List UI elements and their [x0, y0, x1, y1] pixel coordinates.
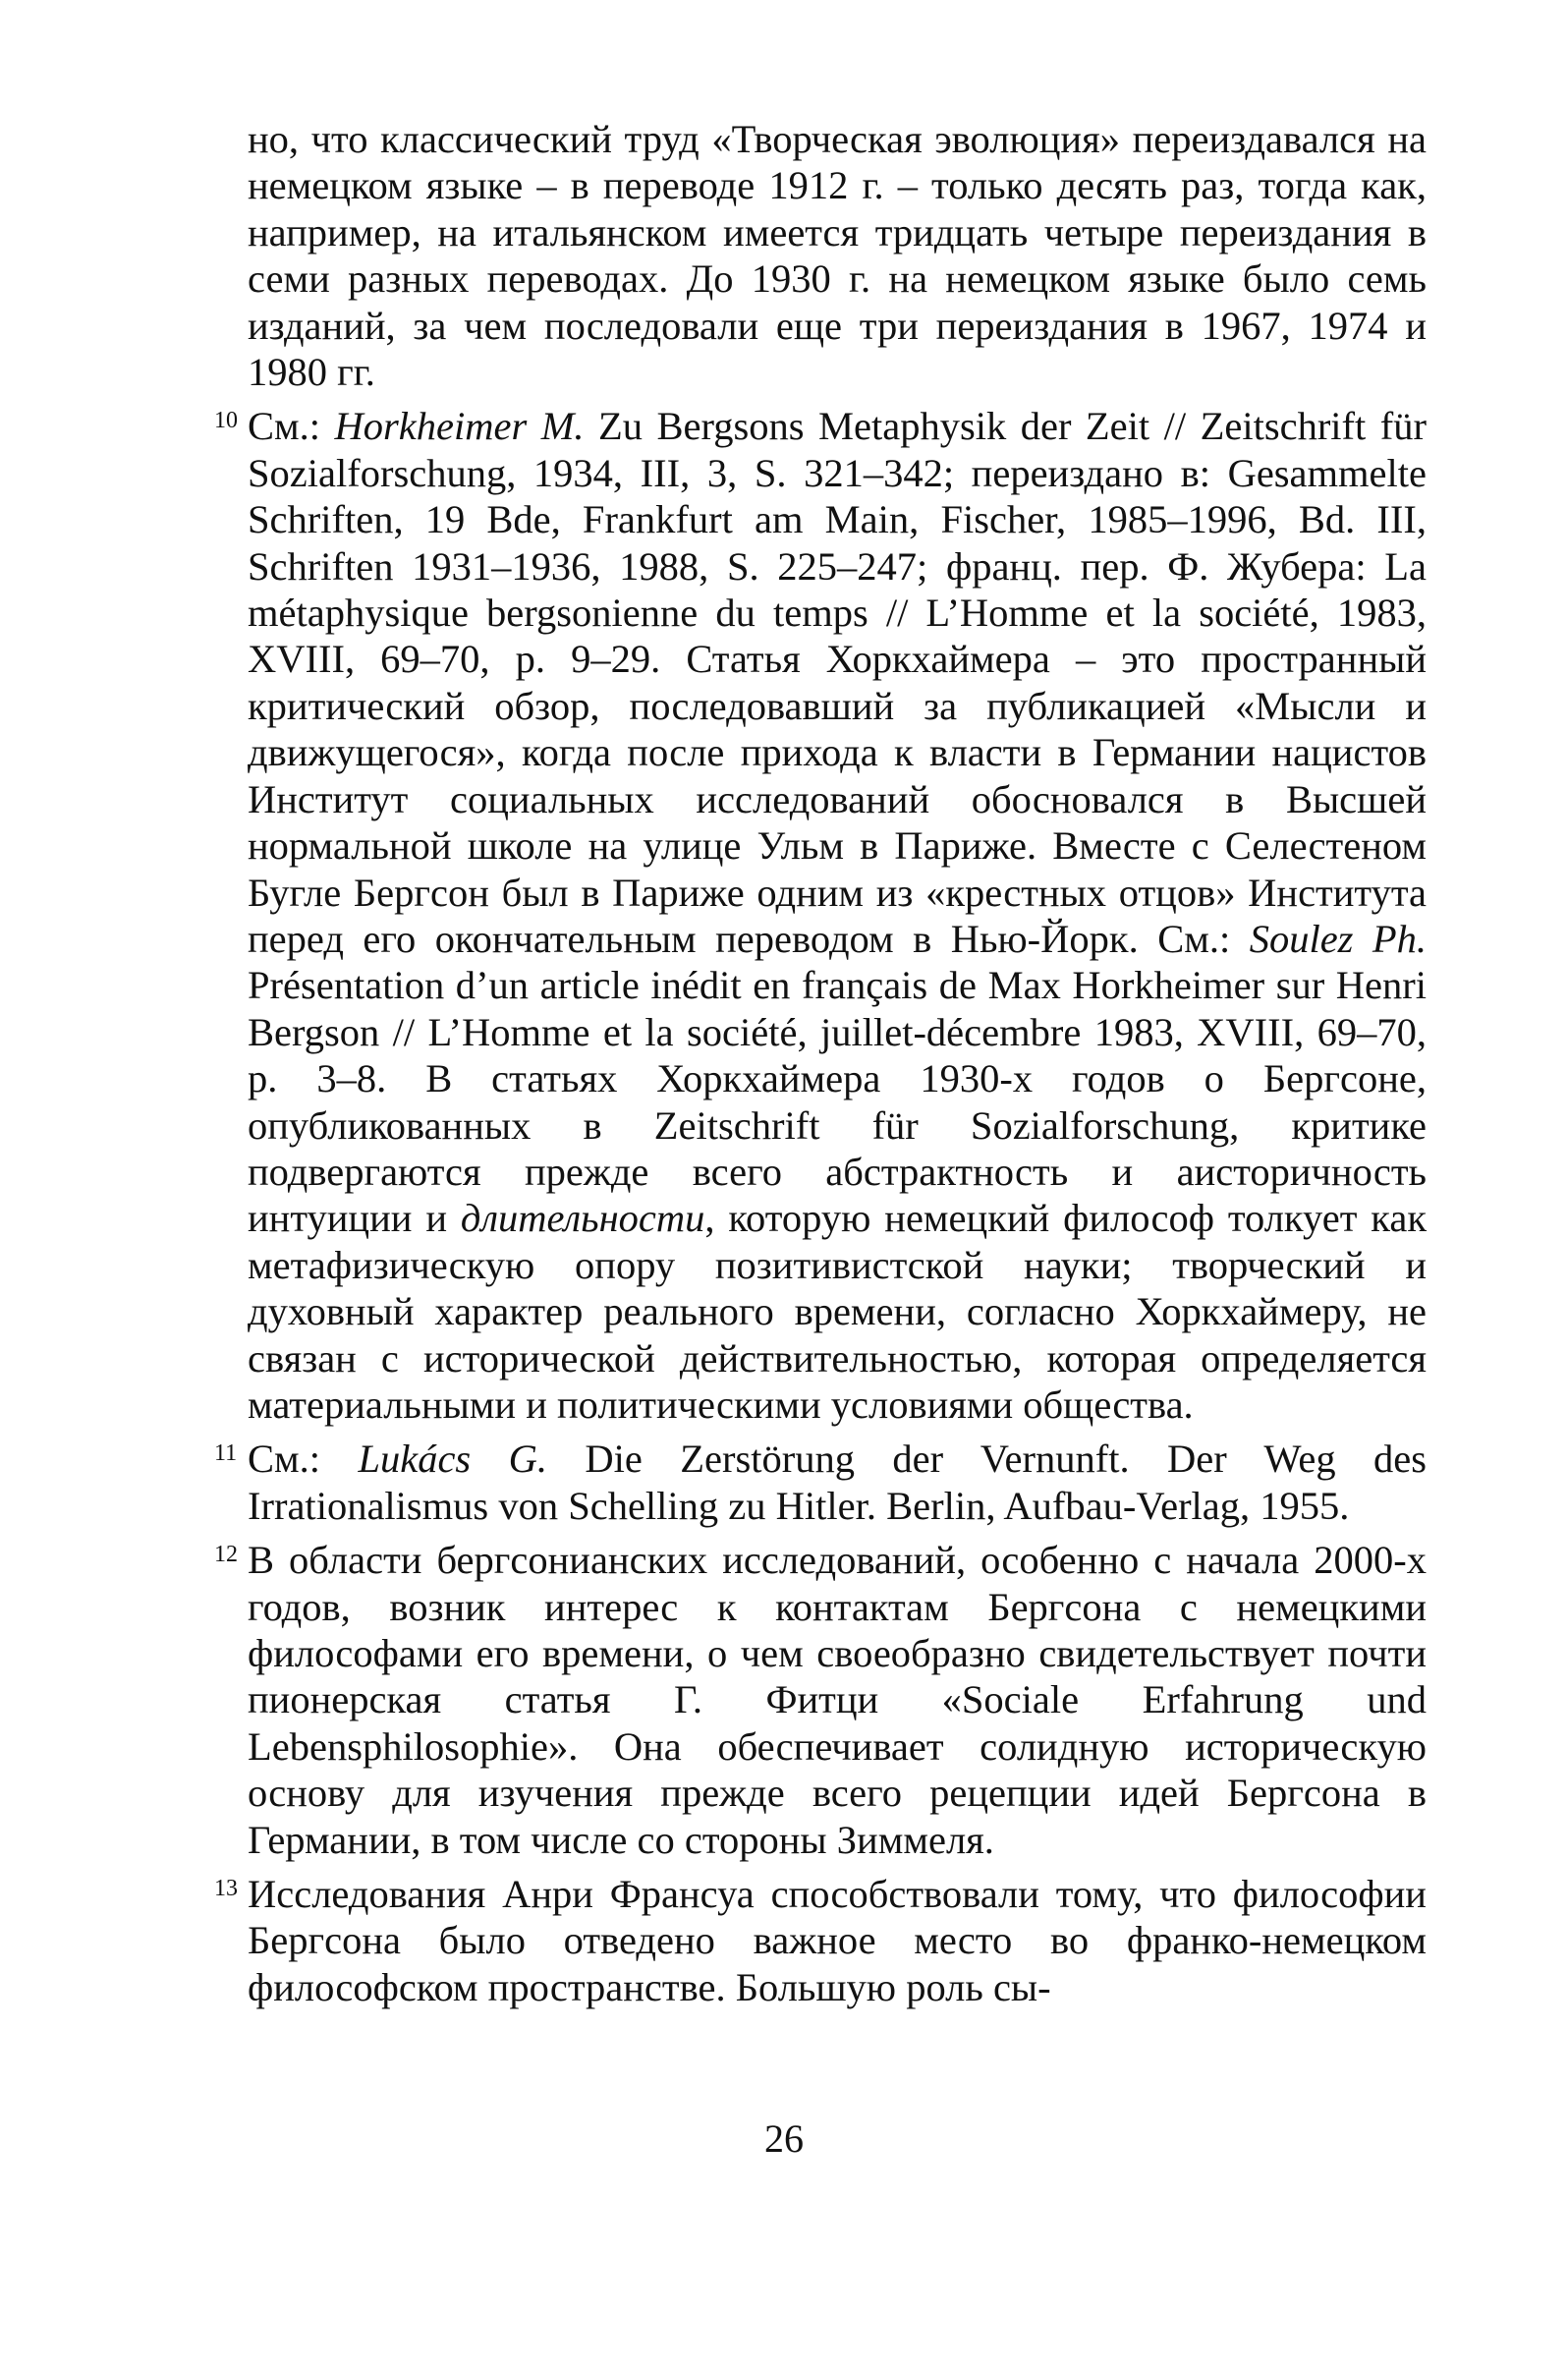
- footnote-text: [248, 116, 1427, 395]
- page-number: 26: [764, 2116, 804, 2161]
- footnote-number: 13: [214, 1876, 238, 1902]
- text-run: См.:: [248, 404, 335, 449]
- italic-run: Soulez Ph.: [1249, 916, 1428, 961]
- footnote-11: [214, 1436, 1427, 1529]
- footnote-text: [248, 403, 1427, 1428]
- footnote-12: [214, 1537, 1427, 1863]
- footnote-number: 10: [214, 408, 238, 434]
- footnote-number: 12: [214, 1542, 238, 1568]
- italic-run: длительности: [460, 1196, 705, 1241]
- footnotes-section: [214, 116, 1428, 2010]
- footnote-number: 11: [214, 1440, 238, 1467]
- footnote-continuation: [248, 116, 1427, 395]
- text-run: , которую немецкий философ толкует как метафизическую опору позитивистской науки; творческий и духовный характер реального времени, согласно Хоркхаймеру, не связан с исторической действительностью, которая определяется материальными и политическими условиями общества.: [248, 1196, 1427, 1427]
- text-run: Présentation d’un article inédit en français de Max Horkheimer sur Henri Bergson // L’Homme et la société, juillet-décembre 1983, XVIII, 69–70, p. 3–8. В статьях Хоркхаймера 1930-х годов о Бергсоне, опубликованных в Zeitschrift für Sozialforschung, критике подвергаются прежде всего абстрактность и аисторичность интуиции и: [248, 963, 1427, 1241]
- footnote-text: [248, 1537, 1427, 1863]
- footnote-10: [214, 403, 1428, 1428]
- footnote-13: [214, 1871, 1427, 2010]
- text-run: См.:: [248, 1437, 359, 1482]
- text-run: В области бергсонианских исследований, особенно с начала 2000-х годов, возник интерес к контактам Бергсона с немецкими философами его времени, о чем своеобразно свидетельствует почти пионерская статья Г. Фитци «Sociale Erfahrung und Lebensphilosophie». Она обеспечивает солидную историческую основу для изучения прежде всего рецепции идей Бергсона в Германии, в том числе со стороны Зиммеля.: [248, 1538, 1427, 1862]
- text-run: Zu Bergsons Metaphysik der Zeit // Zeitschrift für Sozialforschung, 1934, III, 3, S. 321–342; переиздано в: Gesammelte Schriften, 19 Bde, Frankfurt am Main, Fischer, 1985–1996, Bd. III, Schriften 1931–1936, 1988, S. 225–247; франц. пер. Ф. Жубера: La métaphysique bergsonienne du temps // L’Homme et la société, 1983, XVIII, 69–70, p. 9–29. Статья Хоркхаймера – это пространный критический обзор, последовавший за публикацией «Мысли и движущегося», когда после прихода к власти в Германии нацистов Институт социальных исследований обосновался в Высшей нормальной школе на улице Ульм в Париже. Вместе с Селестеном Бугле Бергсон был в Париже одним из «крестных отцов» Института перед его окончательным переводом в Нью-Йорк. См.:: [248, 404, 1428, 961]
- text-run: Die Zerstörung der Vernunft. Der Weg des Irrationalismus von Schelling zu Hitler. Berlin, Aufbau-Verlag, 1955.: [248, 1437, 1427, 1528]
- text-run: но, что классический труд «Творческая эволюция» переиздавался на немецком языке – в переводе 1912 г. – только десять раз, тогда как, например, на итальянском имеется тридцать четыре переиздания в семи разных переводах. До 1930 г. на немецком языке было семь изданий, за чем последовали еще три переиздания в 1967, 1974 и 1980 гг.: [248, 117, 1427, 395]
- italic-run: Horkheimer M.: [334, 404, 585, 449]
- footnote-text: [248, 1436, 1427, 1529]
- footnote-text: [248, 1871, 1427, 2010]
- text-run: Исследования Анри Франсуа способствовали тому, что философии Бергсона было отведено важное место во франко-немецком философском пространстве. Большую роль сы-: [248, 1872, 1427, 2009]
- italic-run: Lukács G.: [358, 1437, 547, 1482]
